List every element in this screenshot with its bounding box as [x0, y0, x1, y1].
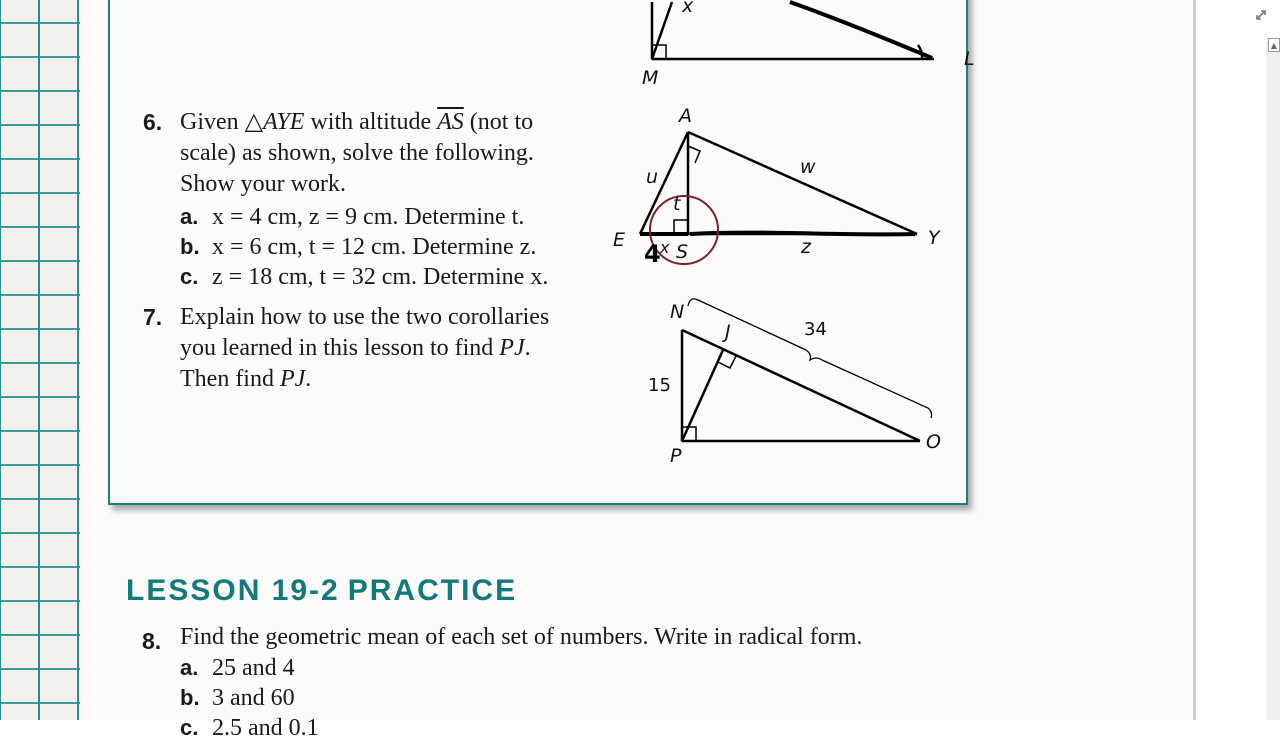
label-x: x: [660, 238, 670, 257]
q8-part-b: [180, 683, 295, 713]
label-p: P: [670, 445, 682, 467]
q6-line2: scale) as shown, solve the following.: [180, 140, 534, 166]
q6-text-c: (not to: [463, 109, 534, 135]
q6-part-a-label: a.: [180, 204, 199, 229]
expand-icon[interactable]: [1254, 8, 1268, 22]
practice-box: [108, 0, 975, 505]
label-34: 34: [804, 319, 827, 340]
label-a: A: [679, 105, 692, 127]
label-15: 15: [648, 375, 671, 396]
label-j: J: [725, 321, 731, 343]
q8-part-b-text: 3 and 60: [212, 685, 295, 711]
question-7-number: 7.: [143, 304, 163, 330]
q7-line2-text: you learned in this lesson to find: [180, 335, 500, 361]
label-u: u: [646, 166, 659, 188]
q6-part-b-text: x = 6 cm, t = 12 cm. Determine z.: [212, 234, 537, 260]
label-w: w: [800, 156, 816, 178]
q7-line3-text: Then find: [180, 366, 280, 392]
q7-line1: Explain how to use the two corollaries: [180, 304, 550, 330]
q7-line3-end: .: [305, 366, 312, 392]
label-o: O: [926, 431, 941, 453]
q6-line3: Show your work.: [180, 171, 346, 197]
q8-part-a: [180, 653, 295, 683]
q8-part-c: [180, 713, 319, 743]
q8-part-a-text: 25 and 4: [212, 655, 295, 681]
label-z: z: [801, 236, 811, 258]
triangle-mlk-diagram: [642, 0, 975, 92]
q6-text-b: with altitude: [304, 109, 438, 135]
q8-part-c-text: 2.5 and 0.1: [212, 715, 319, 741]
label-x: x: [682, 0, 694, 17]
q7-line2-var: PJ: [499, 335, 525, 361]
q7-line2-end: .: [524, 335, 531, 361]
label-e: E: [613, 229, 626, 251]
q6-text-a: Given △: [180, 109, 264, 135]
q8-part-c-label: c.: [180, 715, 199, 740]
triangle-npo-diagram: [630, 290, 970, 475]
q6-part-c-label: c.: [180, 264, 199, 289]
q7-line3-var: PJ: [279, 366, 306, 392]
question-6-prompt: [180, 107, 620, 200]
label-t: t: [673, 193, 681, 215]
label-m: M: [642, 67, 659, 89]
label-n: N: [670, 301, 685, 323]
label-s: S: [676, 241, 689, 263]
question-8-number: 8.: [142, 628, 162, 654]
q6-part-a: [180, 202, 524, 232]
q8-part-a-label: a.: [180, 655, 199, 680]
q8-part-b-label: b.: [180, 685, 200, 710]
label-l: L: [964, 48, 975, 70]
lesson-title: [126, 574, 517, 608]
question-7-prompt: [180, 302, 620, 395]
q6-part-c-text: z = 18 cm, t = 32 cm. Determine x.: [212, 264, 549, 290]
q6-part-c: [180, 262, 548, 292]
lesson-title-practice: PRACTICE: [347, 574, 518, 607]
q6-part-a-text: x = 4 cm, z = 9 cm. Determine t.: [212, 204, 525, 230]
handwritten-4: 4: [644, 240, 661, 268]
question-6-number: 6.: [143, 109, 163, 135]
vertical-scrollbar[interactable]: [1266, 38, 1280, 720]
q6-part-b: [180, 232, 536, 262]
question-8-prompt: Find the geometric mean of each set of numbers. Write in radical form.: [180, 624, 863, 650]
q6-part-b-label: b.: [180, 234, 200, 259]
triangle-aye-diagram: [610, 100, 960, 275]
scroll-up-button[interactable]: ▲: [1268, 38, 1280, 52]
graph-paper-margin: [0, 0, 80, 720]
q6-triangle: AYE: [263, 109, 305, 135]
viewer-side-pane: [1196, 0, 1262, 720]
q6-altitude: $\overline{AS}$: [437, 109, 464, 135]
label-y: Y: [928, 227, 940, 249]
lesson-title-number: LESSON 19-2: [126, 574, 340, 607]
